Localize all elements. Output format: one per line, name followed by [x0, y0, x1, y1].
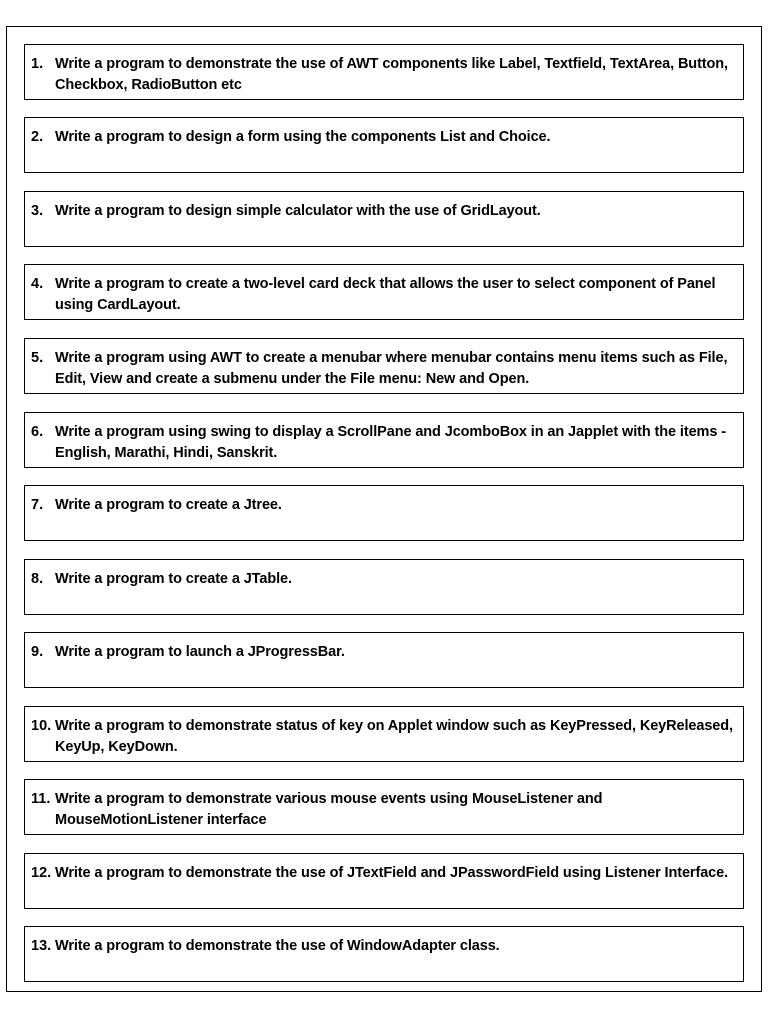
item-text: Write a program to create a two-level card deck that allows the user to select component of Panel using CardLayout.: [55, 276, 716, 313]
item-text: Write a program to design a form using the components List and Choice.: [55, 129, 551, 145]
item-number: 4.: [31, 276, 44, 292]
item-text: Write a program using AWT to create a menubar where menubar contains menu items such as File, Edit, View and create a submenu under the File menu: New and Open.: [55, 350, 728, 387]
item-number: 7.: [31, 497, 44, 513]
list-item: [24, 412, 744, 468]
list-item: [24, 338, 744, 394]
item-text: Write a program to create a JTable.: [55, 571, 292, 587]
item-text: Write a program to demonstrate the use of AWT components like Label, Textfield, TextArea, Button, Checkbox, RadioButton etc: [55, 56, 728, 93]
item-number: 10.: [31, 718, 52, 734]
item-number: 2.: [31, 129, 44, 145]
item-number: 12.: [31, 865, 52, 881]
list-item: [24, 926, 744, 982]
item-text: Write a program to design simple calculator with the use of GridLayout.: [55, 203, 541, 219]
list-item: [24, 779, 744, 835]
item-number: 5.: [31, 350, 44, 366]
list-item: [24, 485, 744, 541]
item-text: Write a program using swing to display a ScrollPane and JcomboBox in an Japplet with the items - English, Marathi, Hindi, Sanskrit.: [55, 424, 726, 461]
list-item: [24, 191, 744, 247]
item-text: Write a program to demonstrate the use of JTextField and JPasswordField using Listener Interface.: [55, 865, 729, 881]
list-item: [24, 559, 744, 615]
item-number: 1.: [31, 56, 44, 72]
list-item: [24, 117, 744, 173]
item-number: 8.: [31, 571, 44, 587]
list-item: [24, 264, 744, 320]
list-item: [24, 706, 744, 762]
list-item: [24, 853, 744, 909]
item-number: 11.: [31, 791, 51, 807]
item-text: Write a program to launch a JProgressBar.: [55, 644, 345, 660]
list-item: [24, 632, 744, 688]
item-text: Write a program to demonstrate various mouse events using MouseListener and MouseMotionListener interface: [55, 791, 603, 828]
item-text: Write a program to create a Jtree.: [55, 497, 282, 513]
item-number: 13.: [31, 938, 52, 954]
item-number: 6.: [31, 424, 44, 440]
list-item: [24, 44, 744, 100]
item-number: 3.: [31, 203, 44, 219]
item-number: 9.: [31, 644, 44, 660]
item-text: Write a program to demonstrate status of key on Applet window such as KeyPressed, KeyReleased, KeyUp, KeyDown.: [55, 718, 733, 755]
item-text: Write a program to demonstrate the use of WindowAdapter class.: [55, 938, 500, 954]
